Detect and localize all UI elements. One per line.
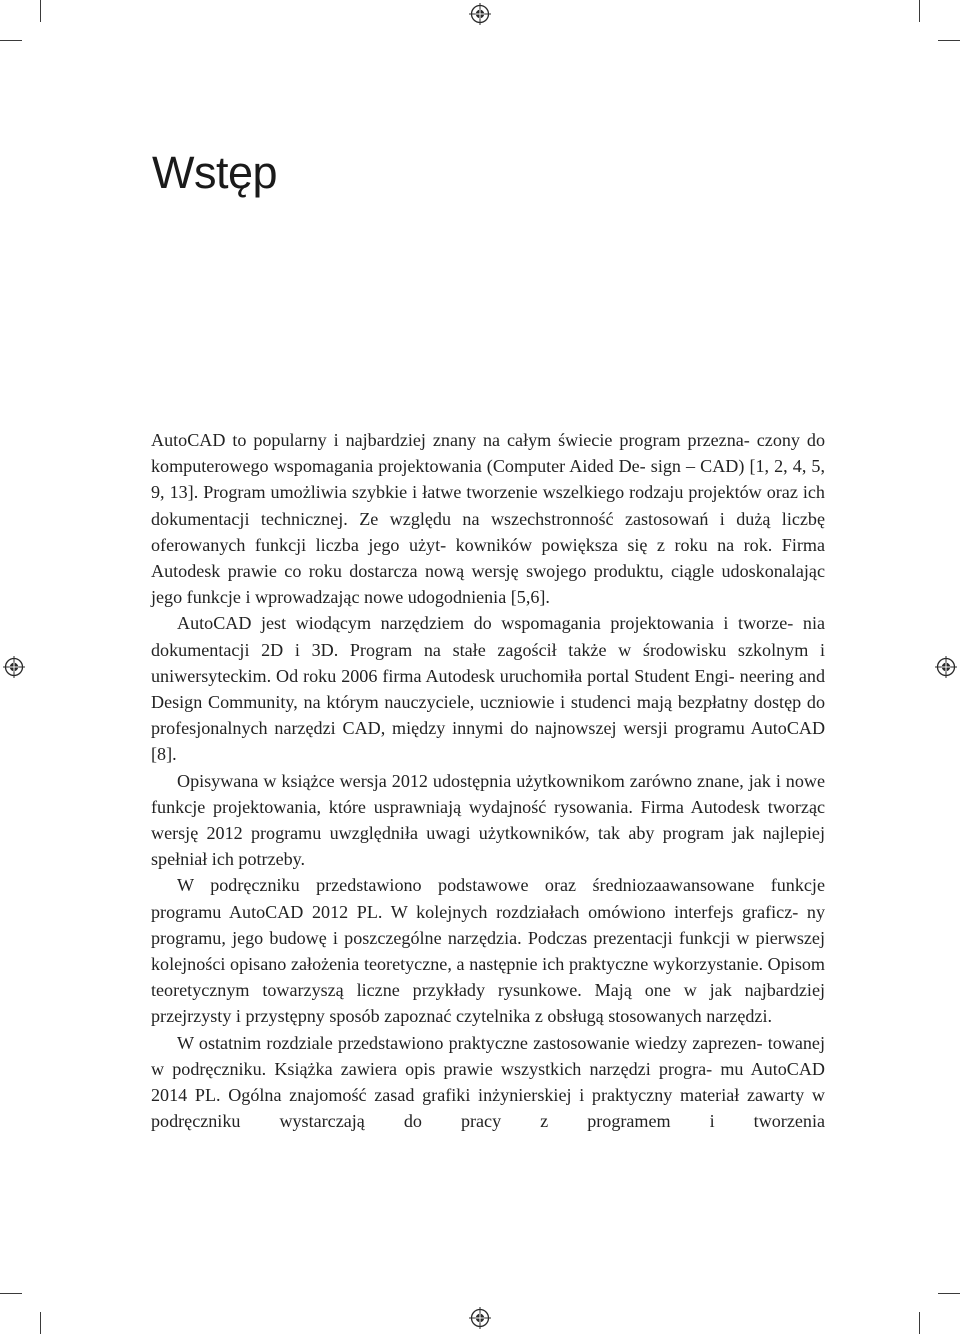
paragraph — [151, 610, 825, 767]
text-line: towanej w podręczniku. Książka zawiera opis prawie wszystkich narzędzi progra- — [151, 1032, 825, 1079]
registration-target-icon — [469, 3, 491, 25]
paragraph — [151, 768, 825, 873]
crop-mark-top-right-horizontal — [938, 40, 960, 41]
text-line: Opisywana w książce wersja 2012 udostępnia użytkownikom zarówno znane, — [177, 770, 744, 791]
body-text — [151, 427, 825, 1134]
text-line: materiał zawarty w podręczniku wystarczają do pracy z programem i tworzenia — [151, 1085, 825, 1132]
text-line: wszechstronność zastosowań i dużą liczbę oferowanych funkcji liczba jego użyt- — [151, 508, 825, 555]
text-line: czony do komputerowego wspomagania projektowania (Computer Aided De- — [151, 430, 825, 477]
text-line: sign – CAD) [1, 2, 4, 5, 9, 13]. Program umożliwia szybkie i łatwe tworzenie — [151, 456, 825, 503]
page-title: Wstęp — [152, 147, 278, 198]
registration-target-icon — [469, 1307, 491, 1329]
text-line: mu AutoCAD 2014 PL. Ogólna znajomość zasad grafiki inżynierskiej i praktyczny — [151, 1058, 825, 1106]
text-line: W podręczniku przedstawiono podstawowe oraz średniozaawansowane funkcje — [177, 875, 825, 896]
text-line: bezpłatny dostęp do profesjonalnych narzędzi CAD, między innymi do najnowszej — [151, 692, 825, 739]
paragraph — [151, 1030, 825, 1135]
text-line: z obsługą stosowanych narzędzi. — [534, 1006, 773, 1027]
crop-mark-bottom-left-horizontal — [0, 1293, 22, 1294]
text-line: AutoCAD to popularny i najbardziej znany na całym świecie program przezna- — [151, 430, 750, 450]
text-line: Mają one w jak najbardziej przejrzysty i przystępny sposób zapoznać czytelnika — [151, 980, 825, 1027]
text-line: nową wersję swojego produktu, ciągle udoskonalając jego funkcje i wprowadzając — [151, 561, 825, 608]
paragraph — [151, 872, 825, 1029]
crop-mark-top-left-horizontal — [0, 40, 22, 41]
text-line: neering and Design Community, na którym nauczyciele, uczniowie i studenci mają — [151, 665, 825, 713]
text-line: nowe udogodnienia [5,6]. — [364, 587, 550, 608]
registration-target-icon — [3, 656, 25, 678]
text-line: ny programu, jego budowę i poszczególne narzędzia. Podczas prezentacji funkcji — [151, 901, 825, 948]
text-line: i uniwersyteckim. Od roku 2006 firma Autodesk uruchomiła portal Student Engi- — [151, 639, 825, 686]
text-line: wykorzystanie. Opisom teoretycznym towarzyszą liczne przykłady rysunkowe. — [151, 954, 825, 1001]
text-line: programu AutoCAD 2012 PL. W kolejnych rozdziałach omówiono interfejs graficz- — [151, 901, 799, 922]
text-line: aby program jak najlepiej spełniał ich potrzeby. — [151, 823, 825, 870]
registration-target-icon — [935, 656, 957, 678]
text-line: kowników powiększa się z roku na rok. Firma Autodesk prawie co roku dostarcza — [151, 534, 825, 582]
text-line: W ostatnim rozdziale przedstawiono praktyczne zastosowanie wiedzy zaprezen- — [177, 1032, 763, 1053]
crop-mark-bottom-right-vertical — [919, 1312, 920, 1334]
crop-mark-top-left-vertical — [40, 0, 41, 22]
crop-mark-top-right-vertical — [919, 0, 920, 22]
text-line: wersji programu AutoCAD [8]. — [151, 718, 826, 765]
text-line: w pierwszej kolejności opisano założenia teoretyczne, a następnie ich praktyczne — [151, 927, 825, 975]
crop-mark-bottom-right-horizontal — [938, 1293, 960, 1294]
crop-mark-bottom-left-vertical — [40, 1312, 41, 1334]
paragraph — [151, 427, 825, 610]
text-line: nia dokumentacji 2D i 3D. Program na stałe zagościł także w środowisku szkolnym — [151, 613, 825, 660]
text-line: wszelkiego rodzaju projektów oraz ich dokumentacji technicznej. Ze względu na — [151, 482, 825, 529]
text-line: AutoCAD jest wiodącym narzędziem do wspomagania projektowania i tworze- — [177, 613, 794, 634]
text-line: jak i nowe funkcje projektowania, które usprawniają wydajność rysowania. Firma — [151, 770, 825, 817]
text-line: Autodesk tworząc wersję 2012 programu uwzględniła uwagi użytkowników, tak — [151, 796, 826, 844]
